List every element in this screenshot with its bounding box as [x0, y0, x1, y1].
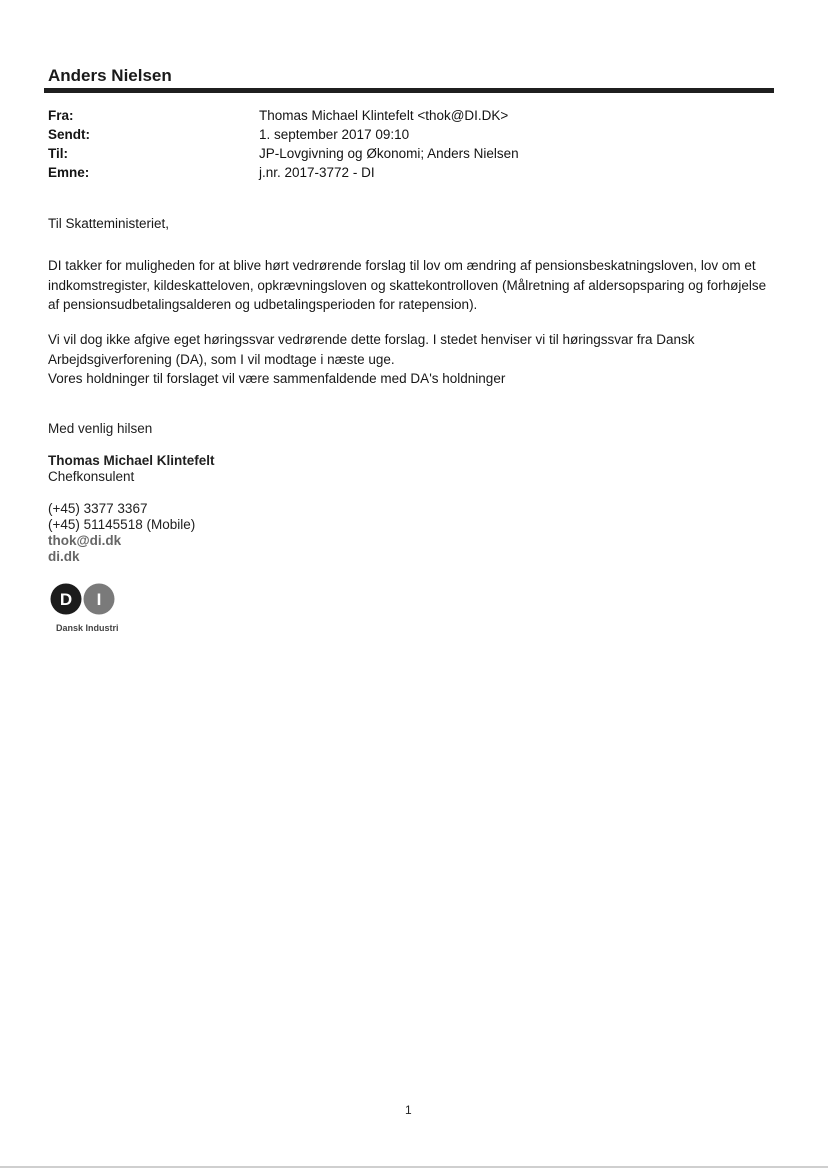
contact-mobile: (+45) 51145518 (Mobile) — [48, 517, 196, 532]
paragraph-2-text: Vi vil dog ikke afgive eget høringssvar vedrørende dette forslag. I stedet henviser vi til høringssvar fra Dansk Arbejdsgiverforening (DA), som I vil modtage i næste uge. — [48, 332, 695, 367]
signature-block — [48, 453, 215, 485]
logo-letter-i: I — [96, 590, 102, 609]
page-bottom-edge — [0, 1166, 828, 1168]
signature-closing — [48, 421, 152, 437]
subject-value: j.nr. 2017-3772 - DI — [259, 165, 375, 180]
to-label: Til: — [48, 146, 68, 161]
sent-value: 1. september 2017 09:10 — [259, 127, 410, 142]
dansk-industri-logo — [50, 583, 116, 615]
from-label: Fra: — [48, 108, 74, 123]
greeting — [48, 214, 778, 234]
contact-email-link[interactable]: thok@di.dk — [48, 533, 122, 548]
to-value: JP-Lovgivning og Økonomi; Anders Nielsen — [259, 146, 519, 161]
signature-role: Chefkonsulent — [48, 469, 135, 484]
page-number: 1 — [405, 1103, 412, 1117]
paragraph-1-text: DI takker for muligheden for at blive hørt vedrørende forslag til lov om ændring af pensionsbeskatningsloven, lov om et indkomstregister, kildeskatteloven, opkrævningsloven og skattekontrolloven (Målretning af aldersopsparing og forhøjelse af pensionsudbetalingsalderen og udbetalingsperioden for ratepension). — [48, 258, 767, 312]
paragraph-2 — [48, 330, 778, 389]
sent-label: Sendt: — [48, 127, 90, 142]
paragraph-2-text-continued: Vores holdninger til forslaget vil være sammenfaldende med DA's holdninger — [48, 371, 506, 386]
contact-phone: (+45) 3377 3367 — [48, 501, 148, 516]
contact-website-link[interactable]: di.dk — [48, 549, 80, 564]
logo-caption: Dansk Industri — [56, 623, 119, 633]
paragraph-1 — [48, 256, 778, 315]
greeting-text: Til Skatteministeriet, — [48, 216, 170, 231]
signature-name: Thomas Michael Klintefelt — [48, 453, 215, 468]
closing-text: Med venlig hilsen — [48, 421, 153, 436]
title-divider — [44, 88, 774, 93]
document-title: Anders Nielsen — [48, 66, 172, 85]
logo-letter-d: D — [59, 590, 73, 609]
subject-label: Emne: — [48, 165, 90, 180]
from-value: Thomas Michael Klintefelt <thok@DI.DK> — [259, 108, 509, 123]
contact-block — [48, 501, 195, 565]
